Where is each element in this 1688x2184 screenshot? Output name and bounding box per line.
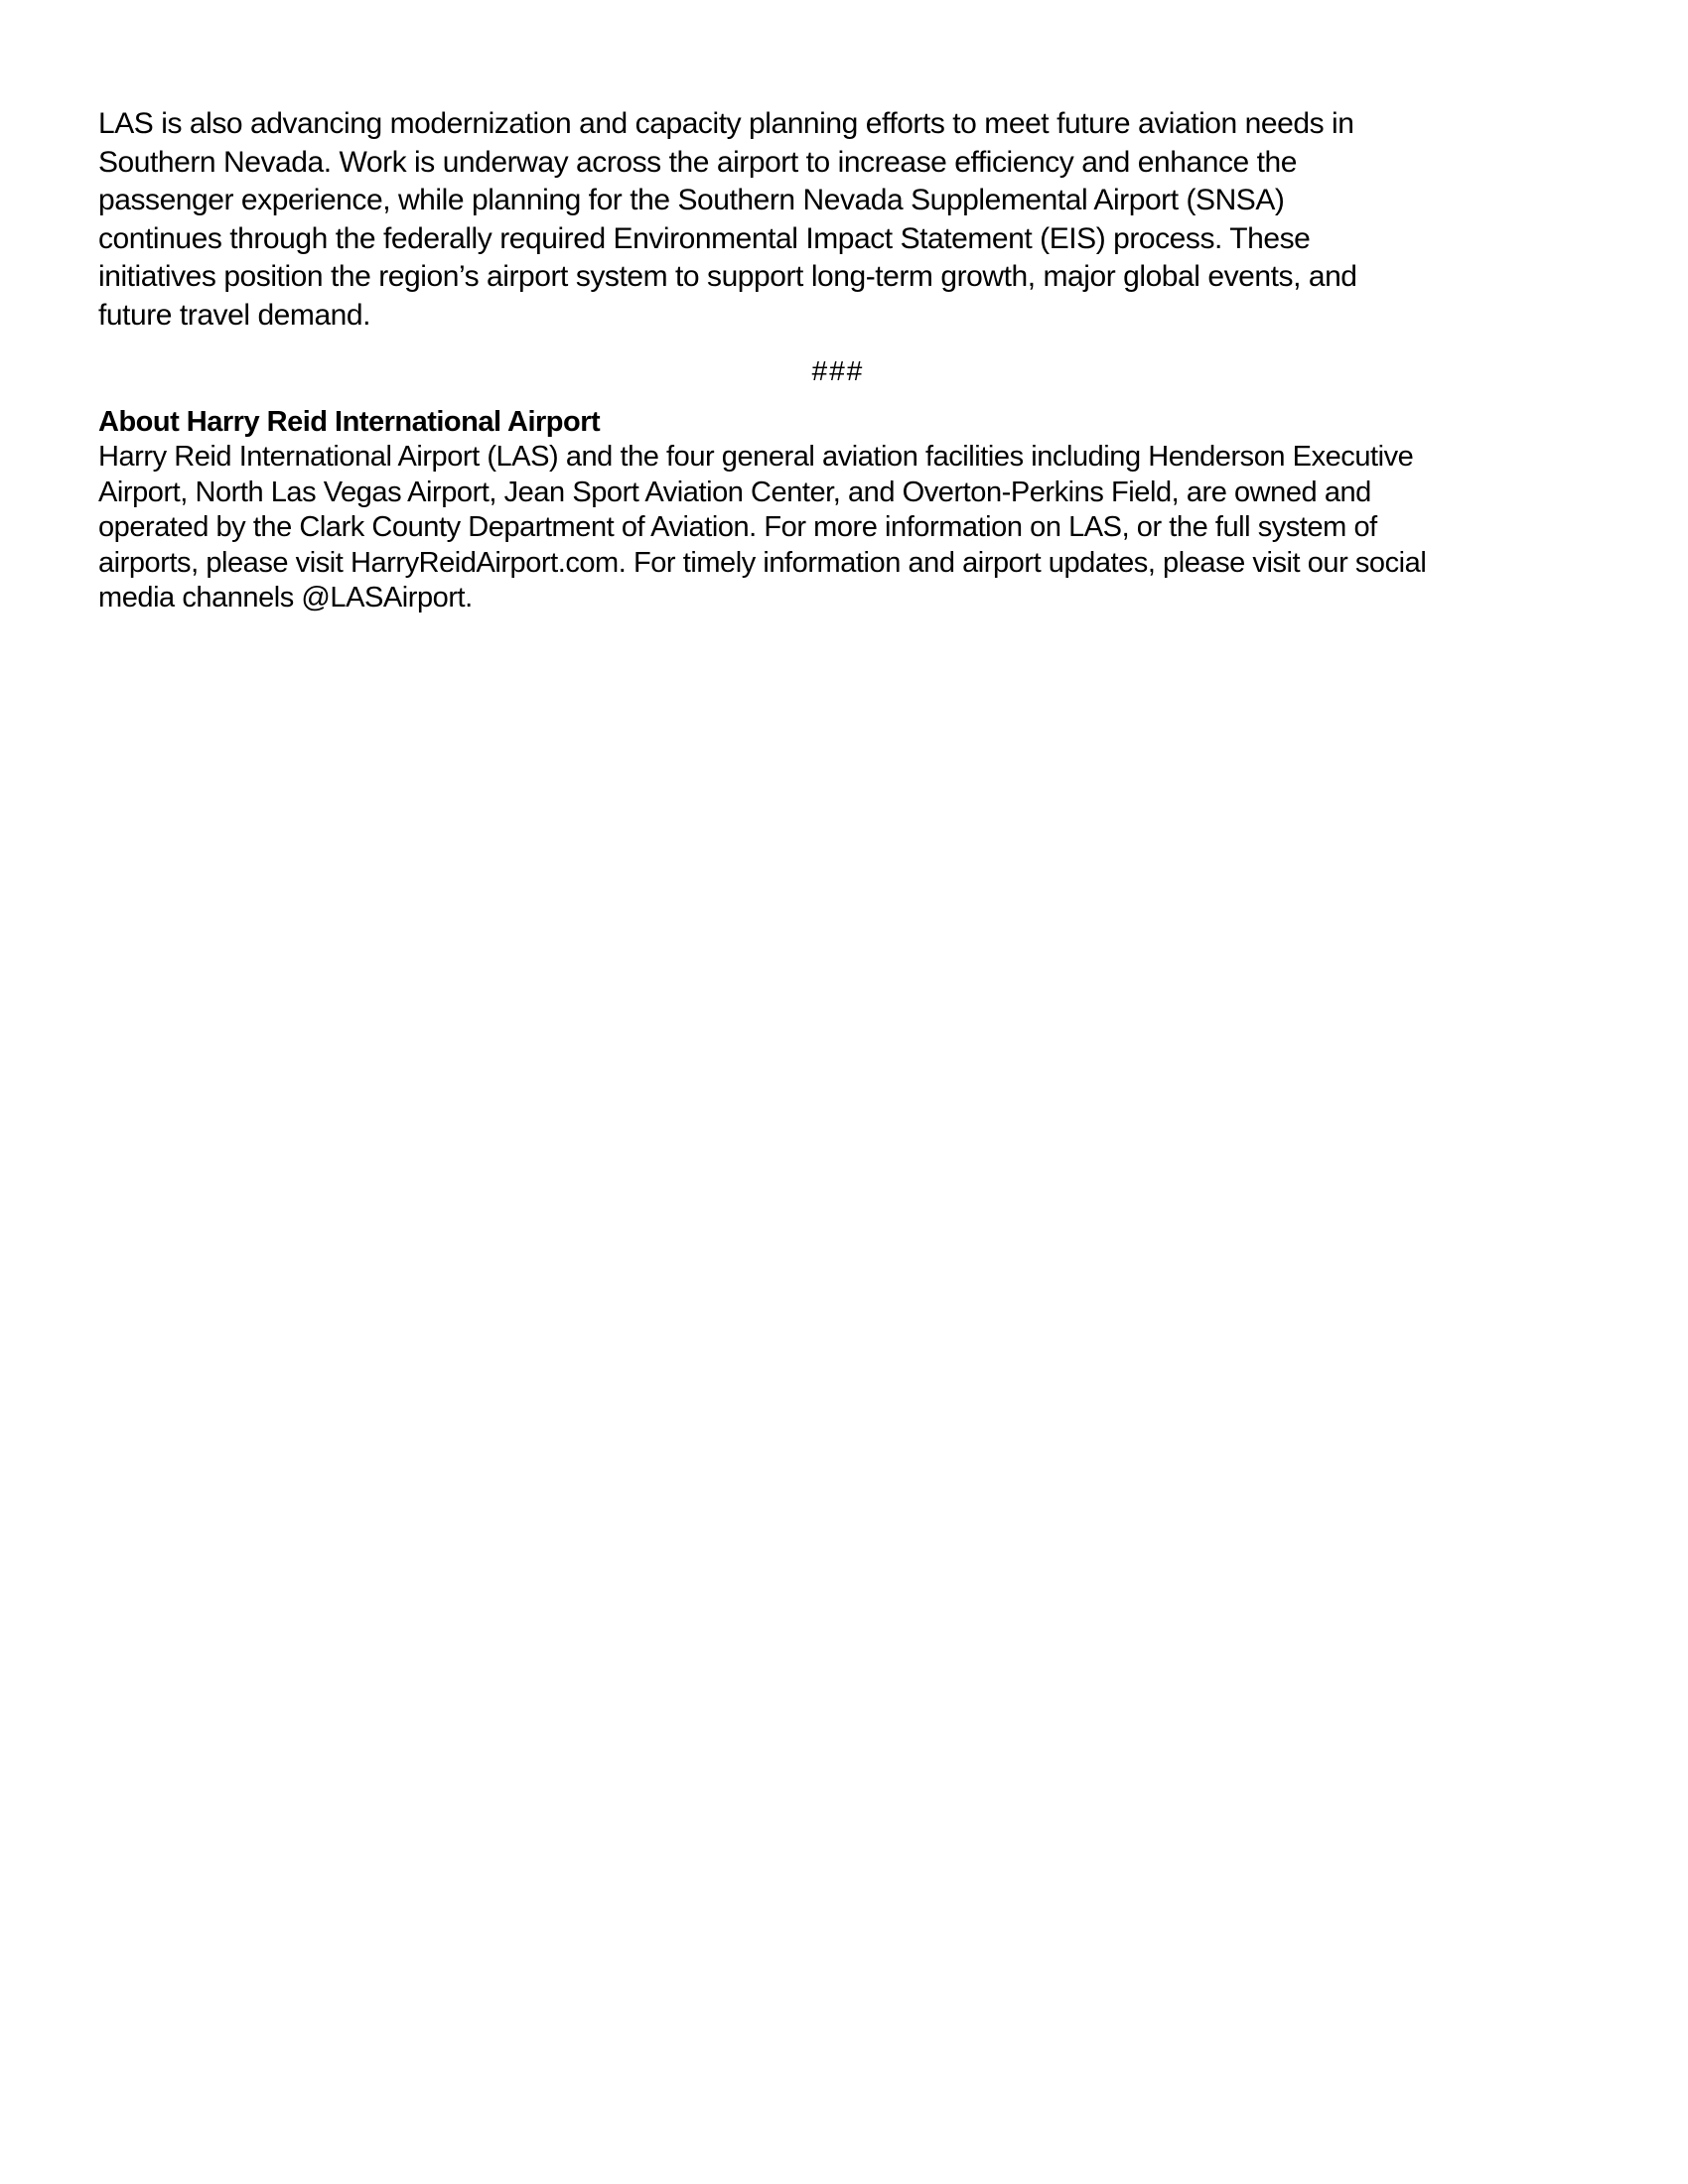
document-content [98, 105, 1568, 616]
about-paragraph [98, 440, 1568, 616]
paragraph-line: passenger experience, while planning for the Southern Nevada Supplemental Airport (SNSA) [98, 184, 1285, 216]
about-line: airports, please visit HarryReidAirport.com. For timely information and airport updates, please visit our social [98, 546, 1427, 579]
modernization-paragraph [98, 105, 1568, 335]
about-heading: About Harry Reid International Airport [98, 406, 601, 438]
about-line: Airport, North Las Vegas Airport, Jean Sport Aviation Center, and Overton-Perkins Field, are owned and [98, 476, 1371, 508]
paragraph-line: future travel demand. [98, 298, 371, 332]
paragraph-line: initiatives position the region’s airport system to support long-term growth, major global events, and [98, 260, 1357, 293]
paragraph-line: continues through the federally required Environmental Impact Statement (EIS) process. These [98, 221, 1311, 255]
about-line: operated by the Clark County Department of Aviation. For more information on LAS, or the full system of [98, 511, 1377, 543]
paragraph-line: Southern Nevada. Work is underway across the airport to increase efficiency and enhance the [98, 145, 1297, 179]
end-of-release-marker: ### [811, 355, 865, 386]
about-line: Harry Reid International Airport (LAS) and the four general aviation facilities including Henderson Executive [98, 441, 1414, 473]
about-line: media channels @LASAirport. [98, 582, 473, 614]
paragraph-line: LAS is also advancing modernization and capacity planning efforts to meet future aviation needs in [98, 107, 1354, 140]
